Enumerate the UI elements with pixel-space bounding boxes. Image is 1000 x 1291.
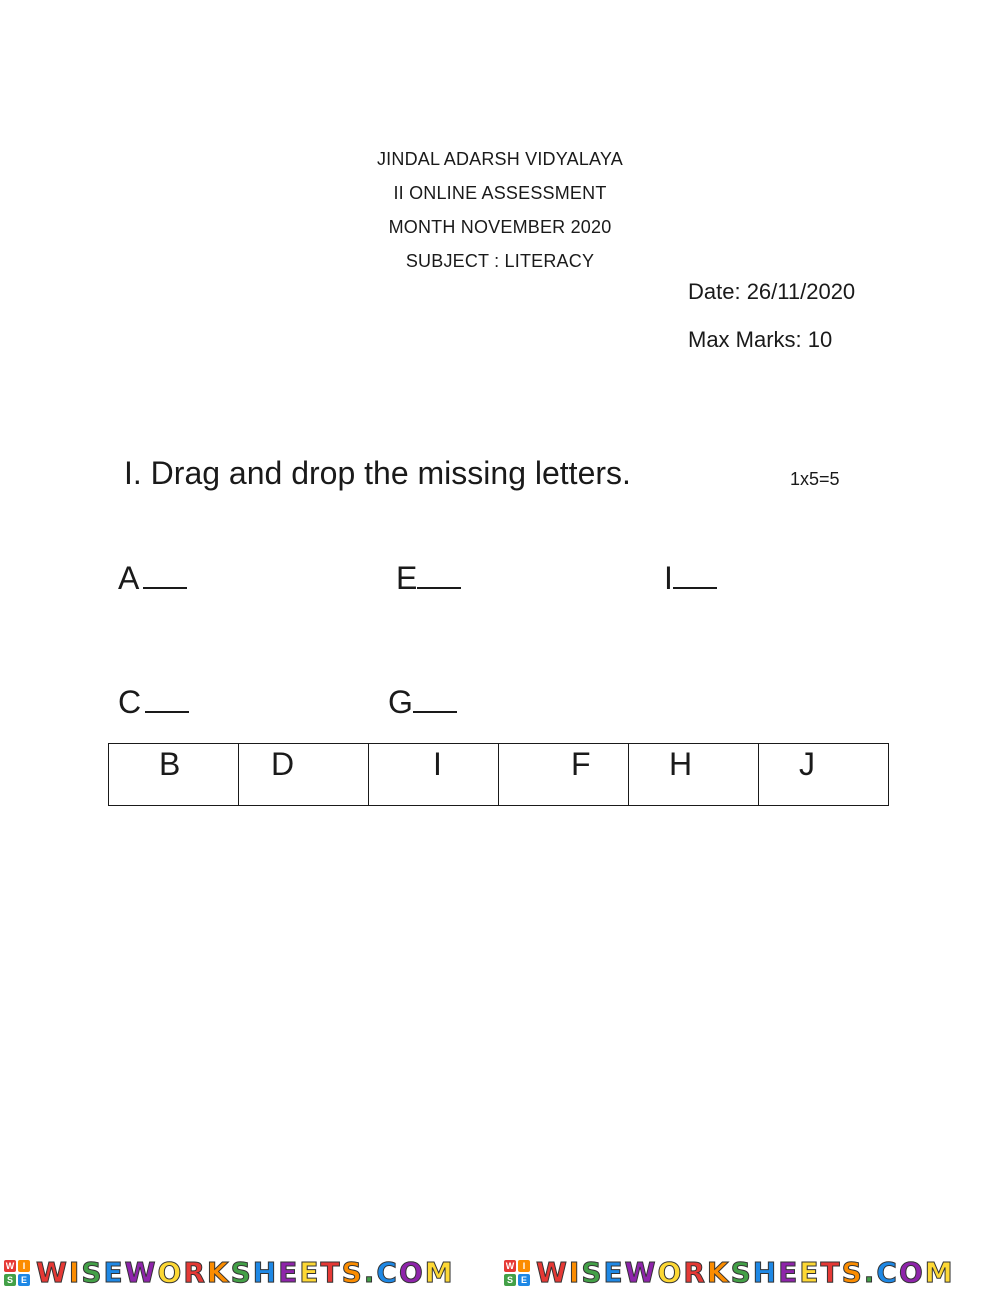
option-cell[interactable]: H xyxy=(629,744,759,806)
blank-item[interactable] xyxy=(118,560,187,597)
drop-slot[interactable] xyxy=(143,586,187,589)
blank-letter: E xyxy=(396,560,418,596)
question-marks: 1x5=5 xyxy=(790,469,840,489)
brand-logo xyxy=(504,1256,955,1289)
blank-item[interactable] xyxy=(388,684,457,721)
option-cell[interactable]: I xyxy=(369,744,499,806)
brand-text: WISEWORKSHEETS.COM xyxy=(36,1256,455,1289)
date-label: Date: 26/11/2020 xyxy=(688,279,856,304)
question-text: I. Drag and drop the missing letters. xyxy=(124,455,631,491)
blank-letter: A xyxy=(118,560,140,596)
drop-slot[interactable] xyxy=(417,586,461,589)
brand-logo xyxy=(4,1256,455,1289)
month-label: MONTH NOVEMBER 2020 xyxy=(388,217,612,237)
option-cell[interactable]: F xyxy=(499,744,629,806)
blank-item[interactable] xyxy=(664,560,717,597)
brand-icon: W I S E xyxy=(504,1260,530,1286)
letter-options-table xyxy=(108,743,889,806)
option-cell[interactable]: B xyxy=(109,744,239,806)
drop-slot[interactable] xyxy=(673,586,717,589)
blank-item[interactable] xyxy=(118,684,189,721)
max-marks-label: Max Marks: 10 xyxy=(688,327,833,352)
option-cell[interactable]: J xyxy=(759,744,889,806)
school-name: JINDAL ADARSH VIDYALAYA xyxy=(376,149,623,169)
drop-slot[interactable] xyxy=(145,710,189,713)
brand-text: WISEWORKSHEETS.COM xyxy=(536,1256,955,1289)
assessment-title: II ONLINE ASSESSMENT xyxy=(393,183,607,203)
blank-letter: G xyxy=(388,684,413,720)
drop-slot[interactable] xyxy=(413,710,457,713)
brand-icon: W I S E xyxy=(4,1260,30,1286)
blank-item[interactable] xyxy=(396,560,461,597)
blank-letter: I xyxy=(664,560,673,596)
blank-letter: C xyxy=(118,684,142,720)
subject-label: SUBJECT : LITERACY xyxy=(405,251,595,271)
footer-watermark xyxy=(0,1250,1000,1291)
option-cell[interactable]: D xyxy=(239,744,369,806)
